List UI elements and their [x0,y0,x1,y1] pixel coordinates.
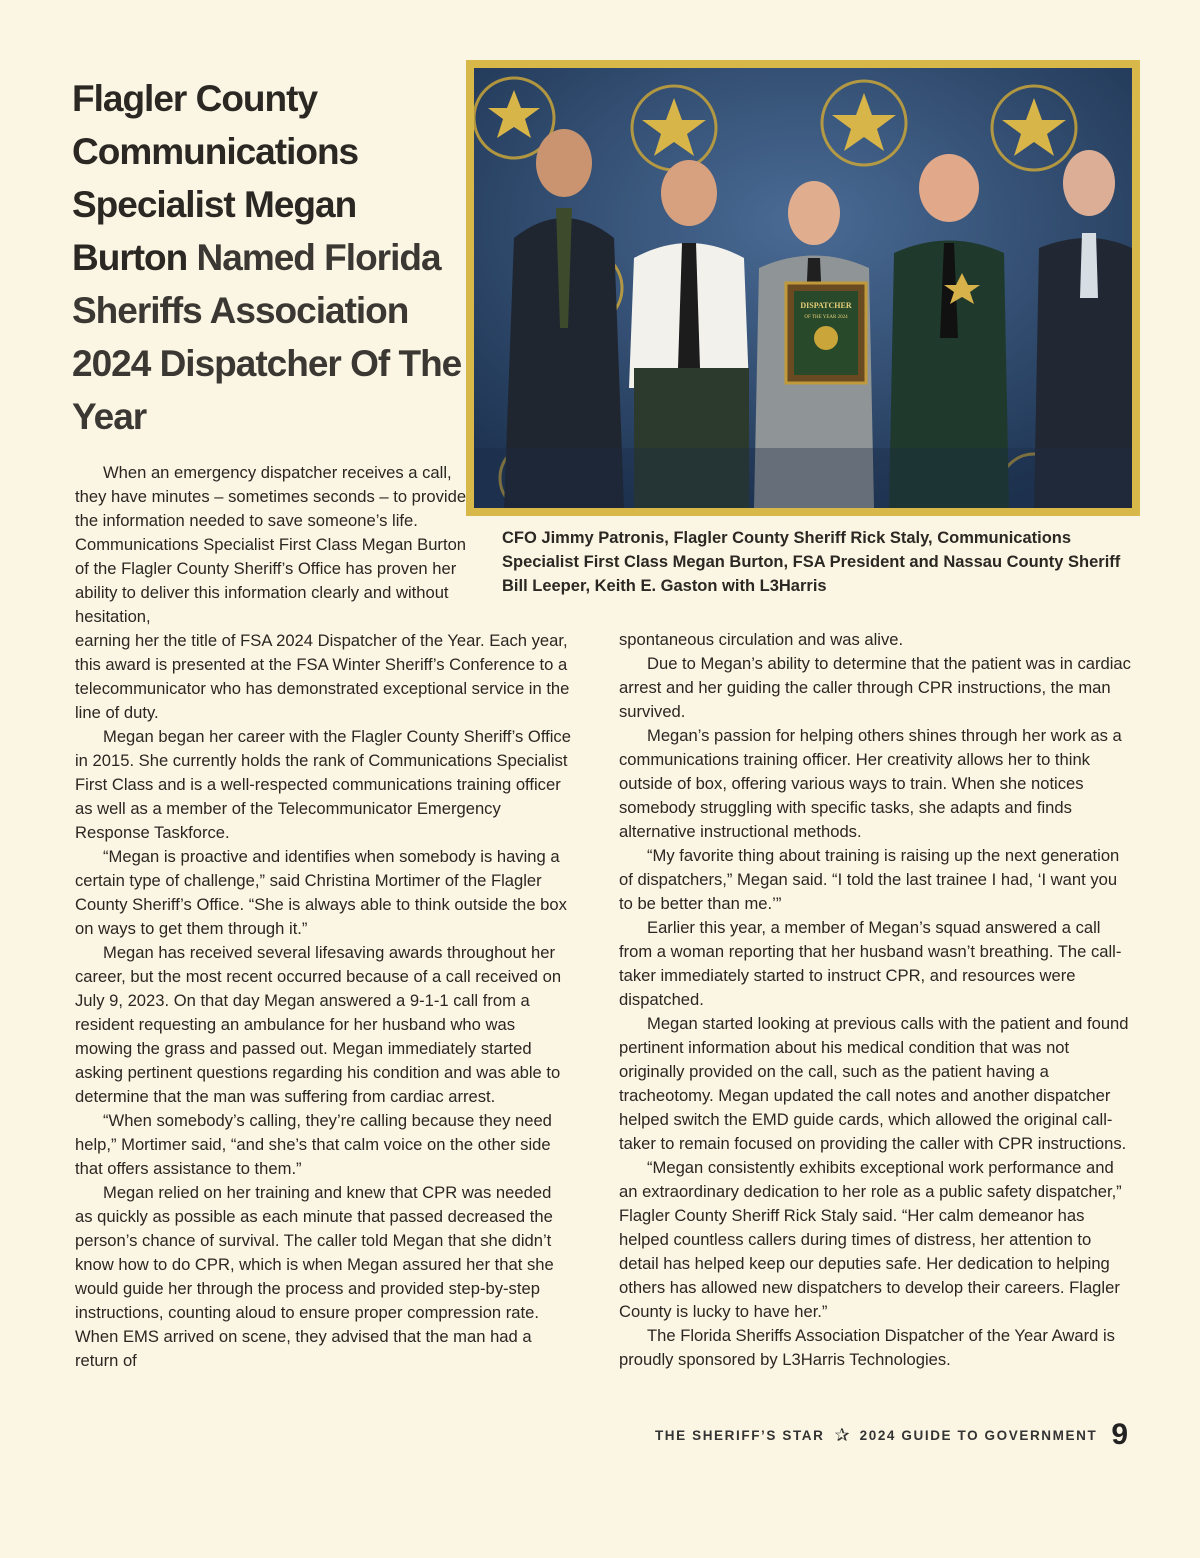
article-paragraph: The Florida Sheriffs Association Dispatcher of the Year Award is proudly sponsored by L3Harris Technologies. [619,1326,1115,1369]
article-paragraph: Megan’s passion for helping others shines through her work as a communications training officer. Her creativity allows her to think outside of box, offering various ways to train. When she notices somebody struggling with specific tasks, she adapts and finds alternative instructional methods. [619,726,1122,841]
page-footer [655,1418,1128,1452]
publication-name: THE SHERIFF’S STAR [654,1427,825,1443]
plaque-subtitle: OF THE YEAR 2024 [804,315,848,320]
photo-caption: CFO Jimmy Patronis, Flagler County Sheriff Rick Staly, Communications Specialist First Class Megan Burton, FSA President and Nassau County Sheriff Bill Leeper, Keith E. Gaston with L3Harris [502,529,1121,595]
article-paragraph: earning her the title of FSA 2024 Dispatcher of the Year. Each year, this award is presented at the FSA Winter Sheriff’s Conference to a telecommunicator who has demonstrated exceptional service in the line of duty. [75,631,570,722]
star-icon: ✰ [834,1424,850,1445]
article-paragraph: spontaneous circulation and was alive. [619,630,904,649]
award-photo [466,60,1140,516]
article-paragraph: Megan has received several lifesaving awards throughout her career, but the most recent occurred because of a call received on July 9, 2023. On that day Megan answered a 9-1-1 call from a resident requesting an ambulance for her husband who was mowing the grass and passed out. Megan immediately started asking pertinent questions regarding his condition and was able to determine that the man was suffering from cardiac arrest. [75,943,562,1106]
article-paragraph: Due to Megan’s ability to determine that the patient was in cardiac arrest and her guiding the caller through CPR instructions, the man survived. [619,654,1131,721]
award-photo-image [474,68,1132,508]
article-column-right [619,628,1131,1372]
article-paragraph: “Megan consistently exhibits exceptional work performance and an extraordinary dedication to her role as a public safety dispatcher,” Flagler County Sheriff Rick Staly said. “Her calm demeanor has helped countless callers during times of distress, her attention to detail has helped keep our deputies safe. Her dedication to helping others has allowed new dispatchers to develop their careers. Flagler County is lucky to have her.” [619,1158,1122,1321]
article-column-left [75,629,571,1373]
plaque-title: DISPATCHER [800,301,852,310]
article-paragraph: When an emergency dispatcher receives a call, they have minutes – sometimes seconds – to provide the information needed to save someone’s life. Communications Specialist First Class Megan Burton of the Flagler County Sheriff’s Office has proven her ability to deliver this information clearly and without hesitation, [75,463,467,626]
publication-issue: 2024 GUIDE TO GOVERNMENT [859,1427,1098,1443]
headline-bold: Flagler County Communications Specialist Megan Burton [72,78,359,278]
page-number: 9 [1111,1418,1128,1451]
article-paragraph: “Megan is proactive and identifies when somebody is having a certain type of challenge,” said Christina Mortimer of the Flagler County Sheriff’s Office. “She is always able to think outside the box on ways to get them through it.” [75,847,567,938]
article-paragraph: Megan began her career with the Flagler County Sheriff’s Office in 2015. She currently holds the rank of Communications Specialist First Class and is a well-respected communications training officer as well as a member of the Telecommunicator Emergency Response Taskforce. [75,727,571,842]
article-paragraph: “My favorite thing about training is raising up the next generation of dispatchers,” Megan said. “I told the last trainee I had, ‘I want you to be better than me.’” [619,846,1120,913]
article-paragraph: Megan relied on her training and knew that CPR was needed as quickly as possible as each minute that passed decreased the person’s chance of survival. The caller told Megan that she didn’t know how to do CPR, which is when Megan assured her that she would guide her through the process and provided step-by-step instructions, counting aloud to ensure proper compression rate. When EMS arrived on scene, they advised that the man had a return of [75,1183,554,1370]
article-headline [72,72,472,443]
article-paragraph: Earlier this year, a member of Megan’s squad answered a call from a woman reporting that her husband wasn’t breathing. The call-taker immediately started to instruct CPR, and resources were dispatched. [619,918,1122,1009]
article-paragraph: “When somebody’s calling, they’re calling because they need help,” Mortimer said, “and she’s that calm voice on the other side that offers assistance to them.” [75,1111,552,1178]
article-paragraph: Megan started looking at previous calls with the patient and found pertinent information about his medical condition that was not originally provided on the call, such as the patient having a tracheotomy. Megan updated the call notes and another dispatcher helped switch the EMD guide cards, which allowed the original call-taker to remain focused on providing the caller with CPR instructions. [619,1014,1129,1153]
article-column-left-top [75,461,467,629]
headline-rest: Named Florida Sheriffs Association 2024 Dispatcher Of The Year [72,237,462,437]
